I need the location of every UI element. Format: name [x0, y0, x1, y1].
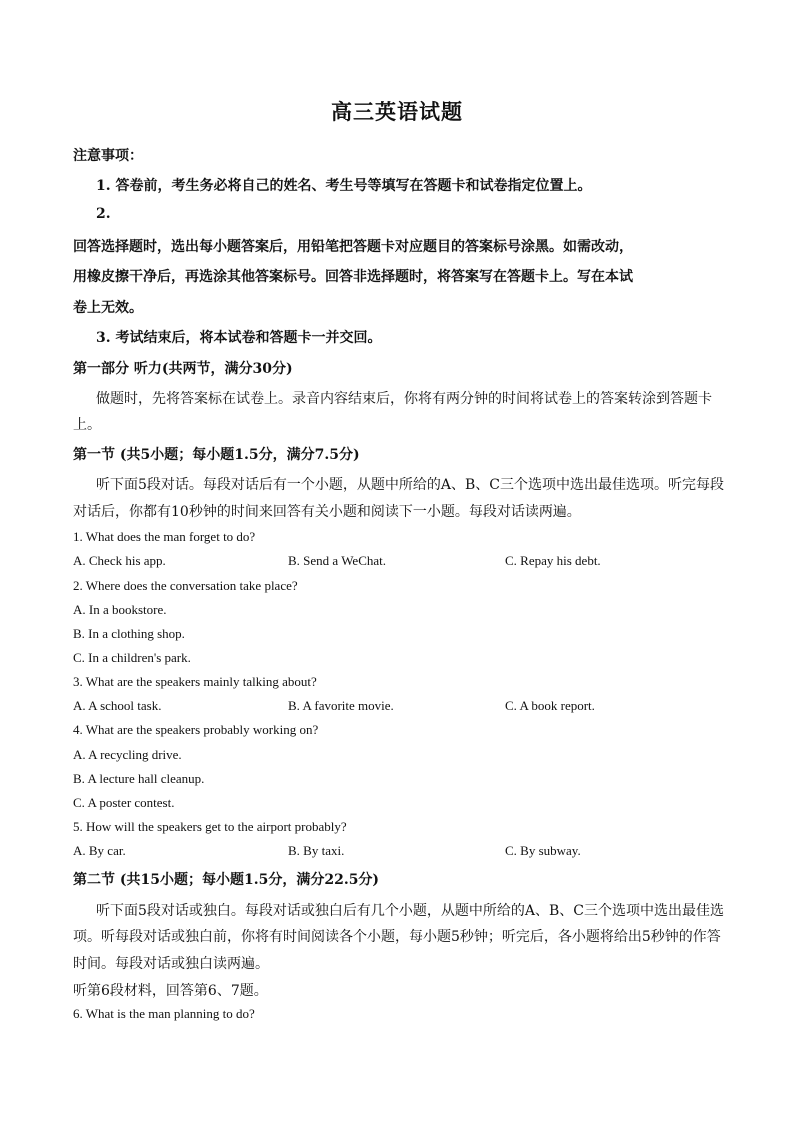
- question-4-stem: 4. What are the speakers probably working on?: [73, 722, 319, 737]
- notice-item-2-line-1: 回答选择题时，选出每小题答案后，用铅笔把答题卡对应题目的答案标号涂黑。如需改动，: [73, 239, 633, 255]
- material-6-instruction: 听第6段材料，回答第6、7题。: [73, 983, 268, 999]
- question-3-option-a: A. A school task.: [73, 698, 162, 713]
- question-2-option-a: A. In a bookstore.: [73, 602, 167, 617]
- question-2-option-b: B. In a clothing shop.: [73, 626, 185, 641]
- question-3-option-c: C. A book report.: [505, 698, 595, 713]
- section2-intro-line-3: 时间。每段对话或独白读两遍。: [73, 956, 269, 972]
- section2-intro-line-1: 听下面5段对话或独白。每段对话或独白后有几个小题，从题中所给的A、B、C三个选项中选出最佳选: [96, 903, 725, 919]
- question-5-option-c: C. By subway.: [505, 843, 581, 858]
- question-1-option-c: C. Repay his debt.: [505, 553, 601, 568]
- question-1-stem: 1. What does the man forget to do?: [73, 529, 256, 544]
- notice-item-3: 3. 考试结束后，将本试卷和答题卡一并交回。: [96, 330, 382, 346]
- notice-item-2-line-3: 卷上无效。: [73, 300, 143, 316]
- question-3-stem: 3. What are the speakers mainly talking about?: [73, 674, 317, 689]
- part1-heading: 第一部分 听力(共两节，满分30分): [73, 361, 293, 377]
- notice-item-2-number: 2.: [96, 206, 111, 222]
- question-4-option-b: B. A lecture hall cleanup.: [73, 771, 205, 786]
- question-3-option-b: B. A favorite movie.: [288, 698, 394, 713]
- question-4-option-c: C. A poster contest.: [73, 795, 175, 810]
- question-5-option-a: A. By car.: [73, 843, 126, 858]
- notice-item-1: 1. 答卷前，考生务必将自己的姓名、考生号等填写在答题卡和试卷指定位置上。: [96, 178, 592, 194]
- notice-heading: 注意事项：: [73, 148, 143, 164]
- question-1-option-a: A. Check his app.: [73, 553, 166, 568]
- question-1-option-b: B. Send a WeChat.: [288, 553, 387, 568]
- section2-intro-line-2: 项。听每段对话或独白前，你将有时间阅读各个小题，每小题5秒钟；听完后，各小题将给出5秒钟的作答: [73, 929, 721, 945]
- section1-heading: 第一节 (共5小题；每小题1.5分，满分7.5分): [73, 447, 360, 463]
- section2-heading: 第二节 (共15小题；每小题1.5分，满分22.5分): [73, 872, 380, 888]
- question-4-option-a: A. A recycling drive.: [73, 747, 182, 762]
- question-5-stem: 5. How will the speakers get to the airport probably?: [73, 819, 347, 834]
- notice-item-2-line-2: 用橡皮擦干净后，再选涂其他答案标号。回答非选择题时，将答案写在答题卡上。写在本试: [73, 269, 633, 285]
- page-title: 高三英语试题: [331, 99, 463, 124]
- question-5-option-b: B. By taxi.: [288, 843, 345, 858]
- question-2-stem: 2. Where does the conversation take place?: [73, 578, 298, 593]
- question-2-option-c: C. In a children's park.: [73, 650, 191, 665]
- section1-intro-line-2: 对话后，你都有10秒钟的时间来回答有关小题和阅读下一小题。每段对话读两遍。: [73, 504, 581, 520]
- section1-intro-line-1: 听下面5段对话。每段对话后有一个小题，从题中所给的A、B、C三个选项中选出最佳选项。听完每段: [96, 477, 725, 493]
- part1-intro-line-2: 上。: [73, 417, 101, 433]
- part1-intro-line-1: 做题时，先将答案标在试卷上。录音内容结束后，你将有两分钟的时间将试卷上的答案转涂到答题卡: [96, 391, 712, 407]
- question-6-stem: 6. What is the man planning to do?: [73, 1006, 255, 1021]
